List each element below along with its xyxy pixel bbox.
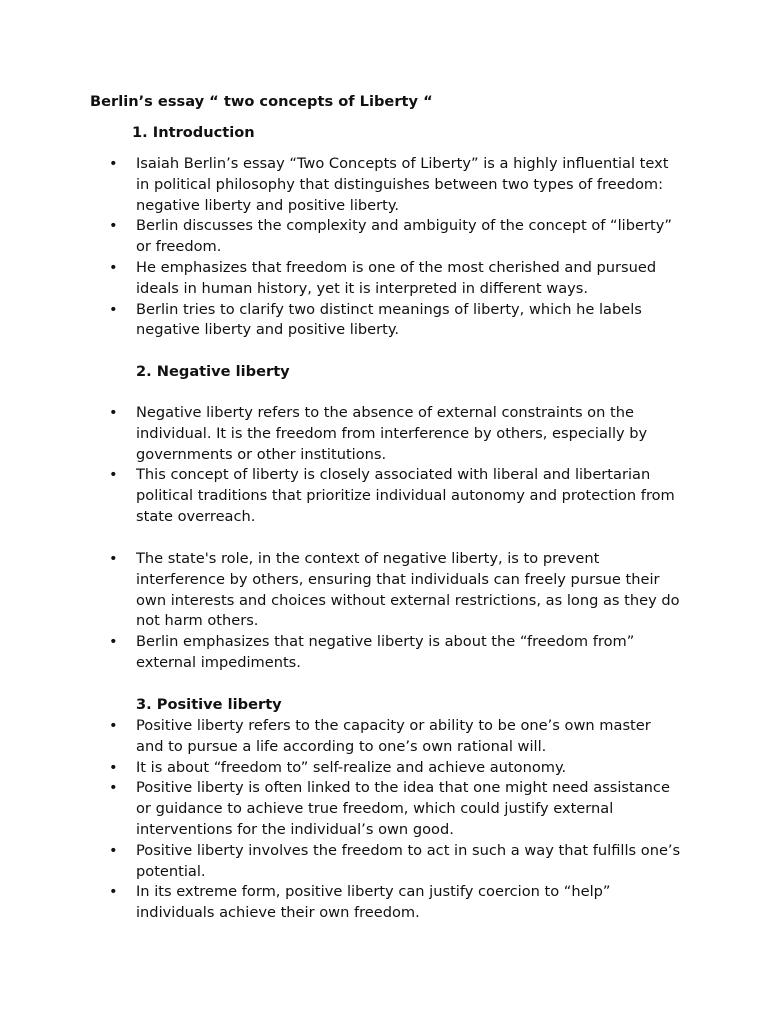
list-item-text: This concept of liberty is closely associated with liberal and libertarian political traditions that prioritize individual autonomy and protection from state overreach. [136, 466, 675, 525]
bullet-icon: • [109, 779, 118, 797]
bullet-icon: • [109, 466, 118, 484]
list-item-text: Positive liberty involves the freedom to act in such a way that fulfills one’s potential. [136, 841, 681, 880]
list-item [0, 841, 768, 883]
bullet-icon: • [109, 300, 118, 318]
introduction-bullet-list [0, 154, 768, 341]
list-item-text: Negative liberty refers to the absence of external constraints on the individual. It is the freedom from interference by others, especially by governments or other institutions. [136, 404, 648, 463]
bullet-icon: • [109, 258, 118, 276]
bullet-icon: • [109, 633, 118, 651]
list-item-text: The state's role, in the context of negative liberty, is to prevent interference by others, ensuring that individuals can freely pursue their own interests and choices without external restrictions, as long as they do not harm others. [136, 550, 680, 630]
list-item-text: It is about “freedom to” self-realize and achieve autonomy. [136, 758, 567, 776]
list-item-text: Berlin emphasizes that negative liberty is about the “freedom from” external impediments. [136, 633, 635, 671]
negative-liberty-bullet-list-a [0, 403, 768, 528]
bullet-icon: • [109, 404, 118, 421]
list-item [0, 716, 768, 758]
list-item-text: In its extreme form, positive liberty can justify coercion to “help” individuals achieve their own freedom. [136, 883, 611, 922]
list-item [0, 758, 768, 779]
section-heading-positive-liberty: 3. Positive liberty [136, 696, 282, 713]
bullet-icon: • [109, 758, 118, 776]
section-heading-introduction: 1. Introduction [132, 124, 255, 141]
list-item [0, 882, 768, 924]
list-item [0, 154, 768, 216]
list-item-text: Berlin discusses the complexity and ambiguity of the concept of “liberty” or freedom. [136, 217, 672, 256]
list-item [0, 300, 768, 342]
bullet-icon: • [109, 841, 118, 859]
list-item [0, 258, 768, 300]
bullet-icon: • [109, 217, 118, 235]
list-item [0, 403, 768, 465]
bullet-icon: • [109, 155, 118, 172]
list-item [0, 465, 768, 527]
positive-liberty-bullet-list [0, 716, 768, 924]
bullet-icon: • [109, 883, 118, 901]
list-item [0, 632, 768, 674]
list-item-text: Positive liberty refers to the capacity or ability to be one’s own master and to pursue a life according to one’s own rational will. [136, 717, 651, 755]
document-title: Berlin’s essay “ two concepts of Liberty “ [90, 93, 433, 110]
list-item-text: He emphasizes that freedom is one of the most cherished and pursued ideals in human history, yet it is interpreted in different ways. [136, 258, 657, 297]
list-item [0, 216, 768, 258]
negative-liberty-bullet-list-b [0, 549, 768, 674]
list-item [0, 549, 768, 632]
list-item-text: Berlin tries to clarify two distinct meanings of liberty, which he labels negative liberty and positive liberty. [136, 300, 642, 339]
bullet-icon: • [109, 550, 118, 567]
list-item [0, 778, 768, 840]
section-heading-negative-liberty: 2. Negative liberty [136, 363, 290, 380]
bullet-icon: • [109, 717, 118, 734]
list-item-text: Isaiah Berlin’s essay “Two Concepts of Liberty” is a highly influential text in political philosophy that distinguishes between two types of freedom: negative liberty and positive liberty. [136, 155, 669, 214]
list-item-text: Positive liberty is often linked to the idea that one might need assistance or guidance to achieve true freedom, which could justify external interventions for the individual’s own good. [136, 779, 670, 838]
